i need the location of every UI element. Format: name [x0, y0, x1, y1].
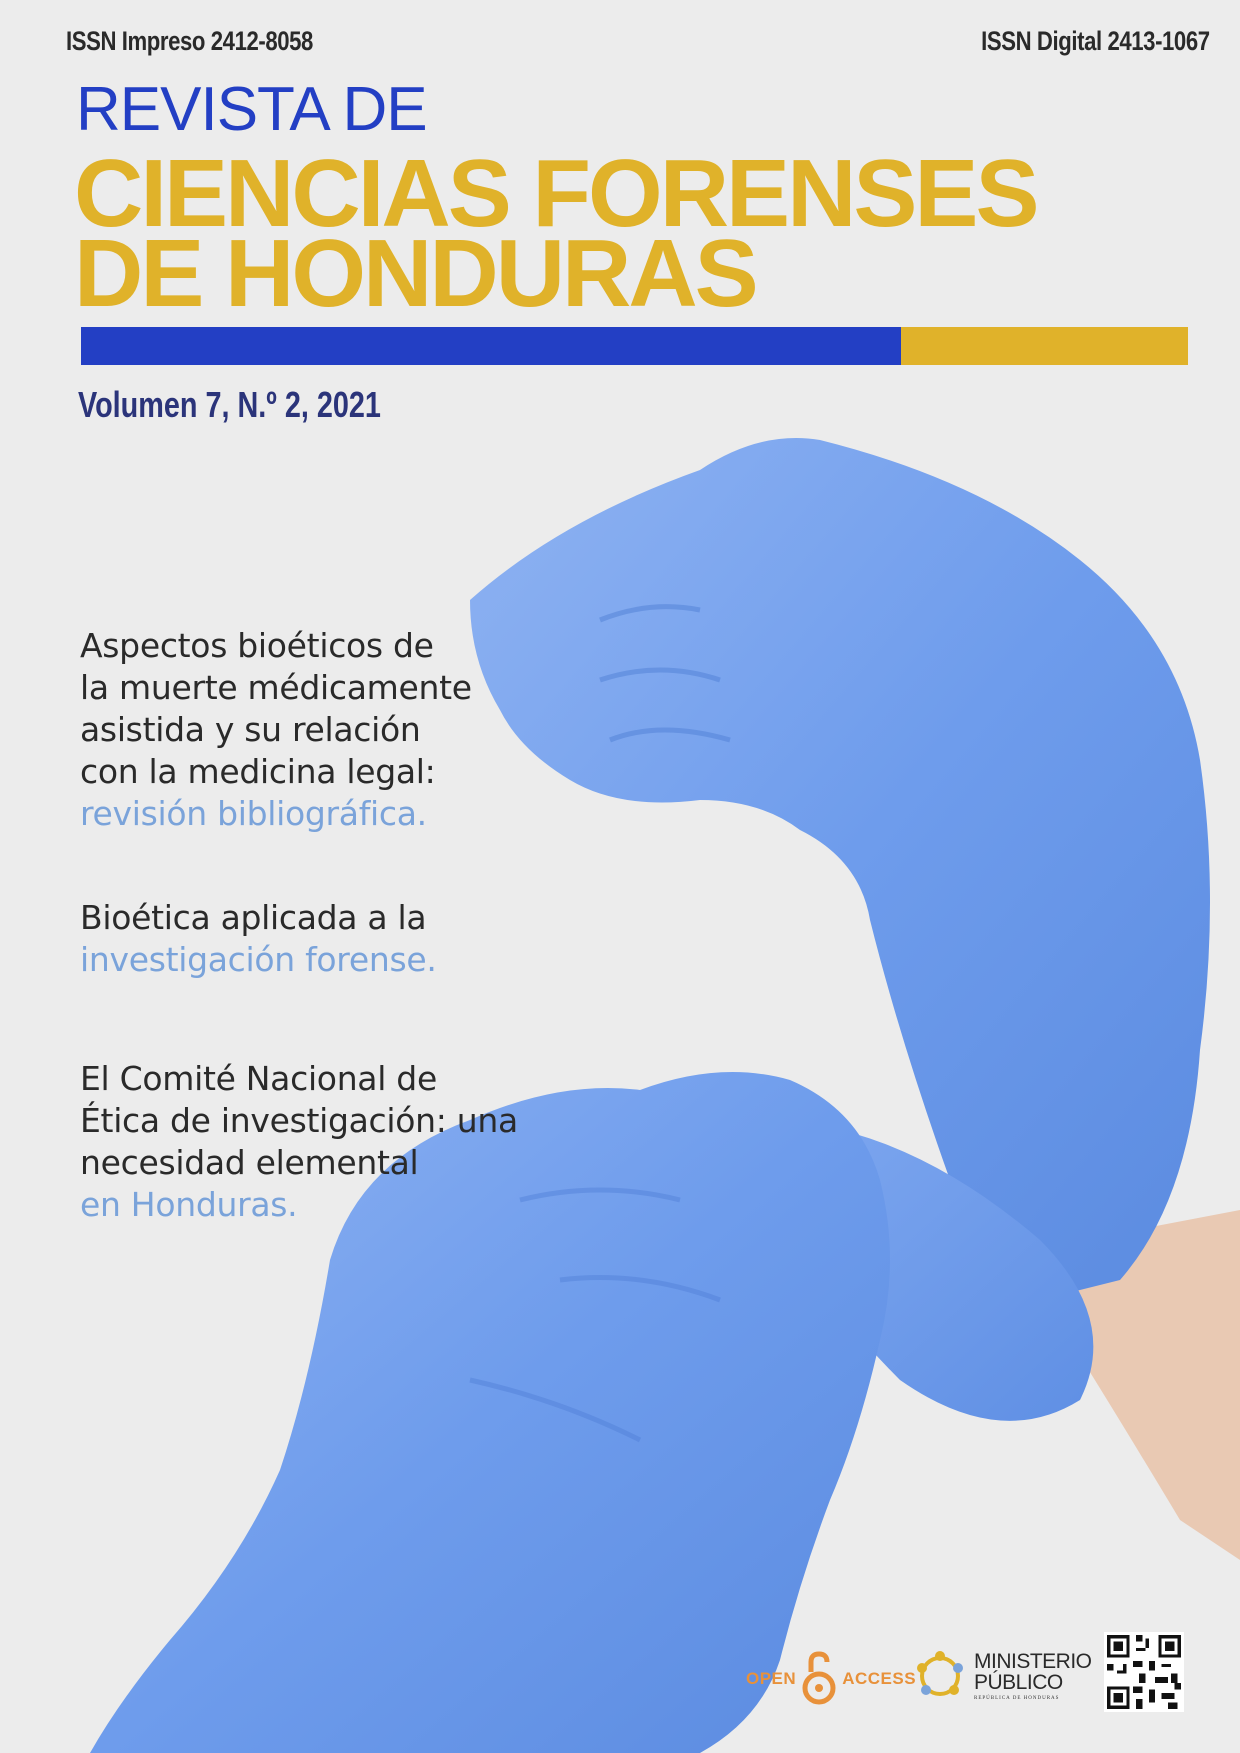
article-2 [80, 897, 480, 981]
open-access-right: ACCESS [842, 1669, 917, 1688]
article-3-line: Ética de investigación: una [80, 1101, 518, 1140]
ministerio-publico-emblem-icon [914, 1650, 966, 1702]
article-2-line: Bioética aplicada a la [80, 898, 427, 937]
ministerio-line3: REPÚBLICA DE HONDURAS [974, 1696, 1060, 1701]
ministerio-publico-logo [914, 1650, 1092, 1702]
article-1-line: con la medicina legal: [80, 752, 436, 791]
open-access-badge [746, 1650, 916, 1708]
article-1-line: asistida y su relación [80, 710, 421, 749]
issn-print: ISSN Impreso 2412-8058 [66, 26, 313, 56]
article-1-line: la muerte médicamente [80, 668, 472, 707]
article-2-highlight: investigación forense. [80, 940, 437, 979]
journal-title-line3: DE HONDURAS [74, 220, 756, 327]
issn-digital: ISSN Digital 2413-1067 [981, 26, 1210, 56]
article-3-highlight: en Honduras. [80, 1185, 298, 1224]
article-1-line: Aspectos bioéticos de [80, 626, 434, 665]
journal-title-line2: CIENCIAS FORENSES [74, 140, 1037, 247]
article-3-line: El Comité Nacional de [80, 1059, 437, 1098]
open-access-left: OPEN [746, 1669, 797, 1688]
qr-code-icon [1104, 1632, 1184, 1712]
title-rule-gold [901, 327, 1188, 365]
volume-issue: Volumen 7, N.º 2, 2021 [78, 384, 381, 425]
open-access-lock-icon [802, 1650, 836, 1708]
journal-title-line1: REVISTA DE [76, 75, 427, 144]
ministerio-line2: PÚBLICO [974, 1671, 1063, 1694]
article-3-line: necesidad elemental [80, 1143, 419, 1182]
ministerio-line1: MINISTERIO [974, 1650, 1092, 1673]
article-3 [80, 1058, 560, 1226]
article-1 [80, 625, 480, 835]
article-1-highlight: revisión bibliográfica. [80, 794, 427, 833]
title-rule-blue [81, 327, 901, 365]
